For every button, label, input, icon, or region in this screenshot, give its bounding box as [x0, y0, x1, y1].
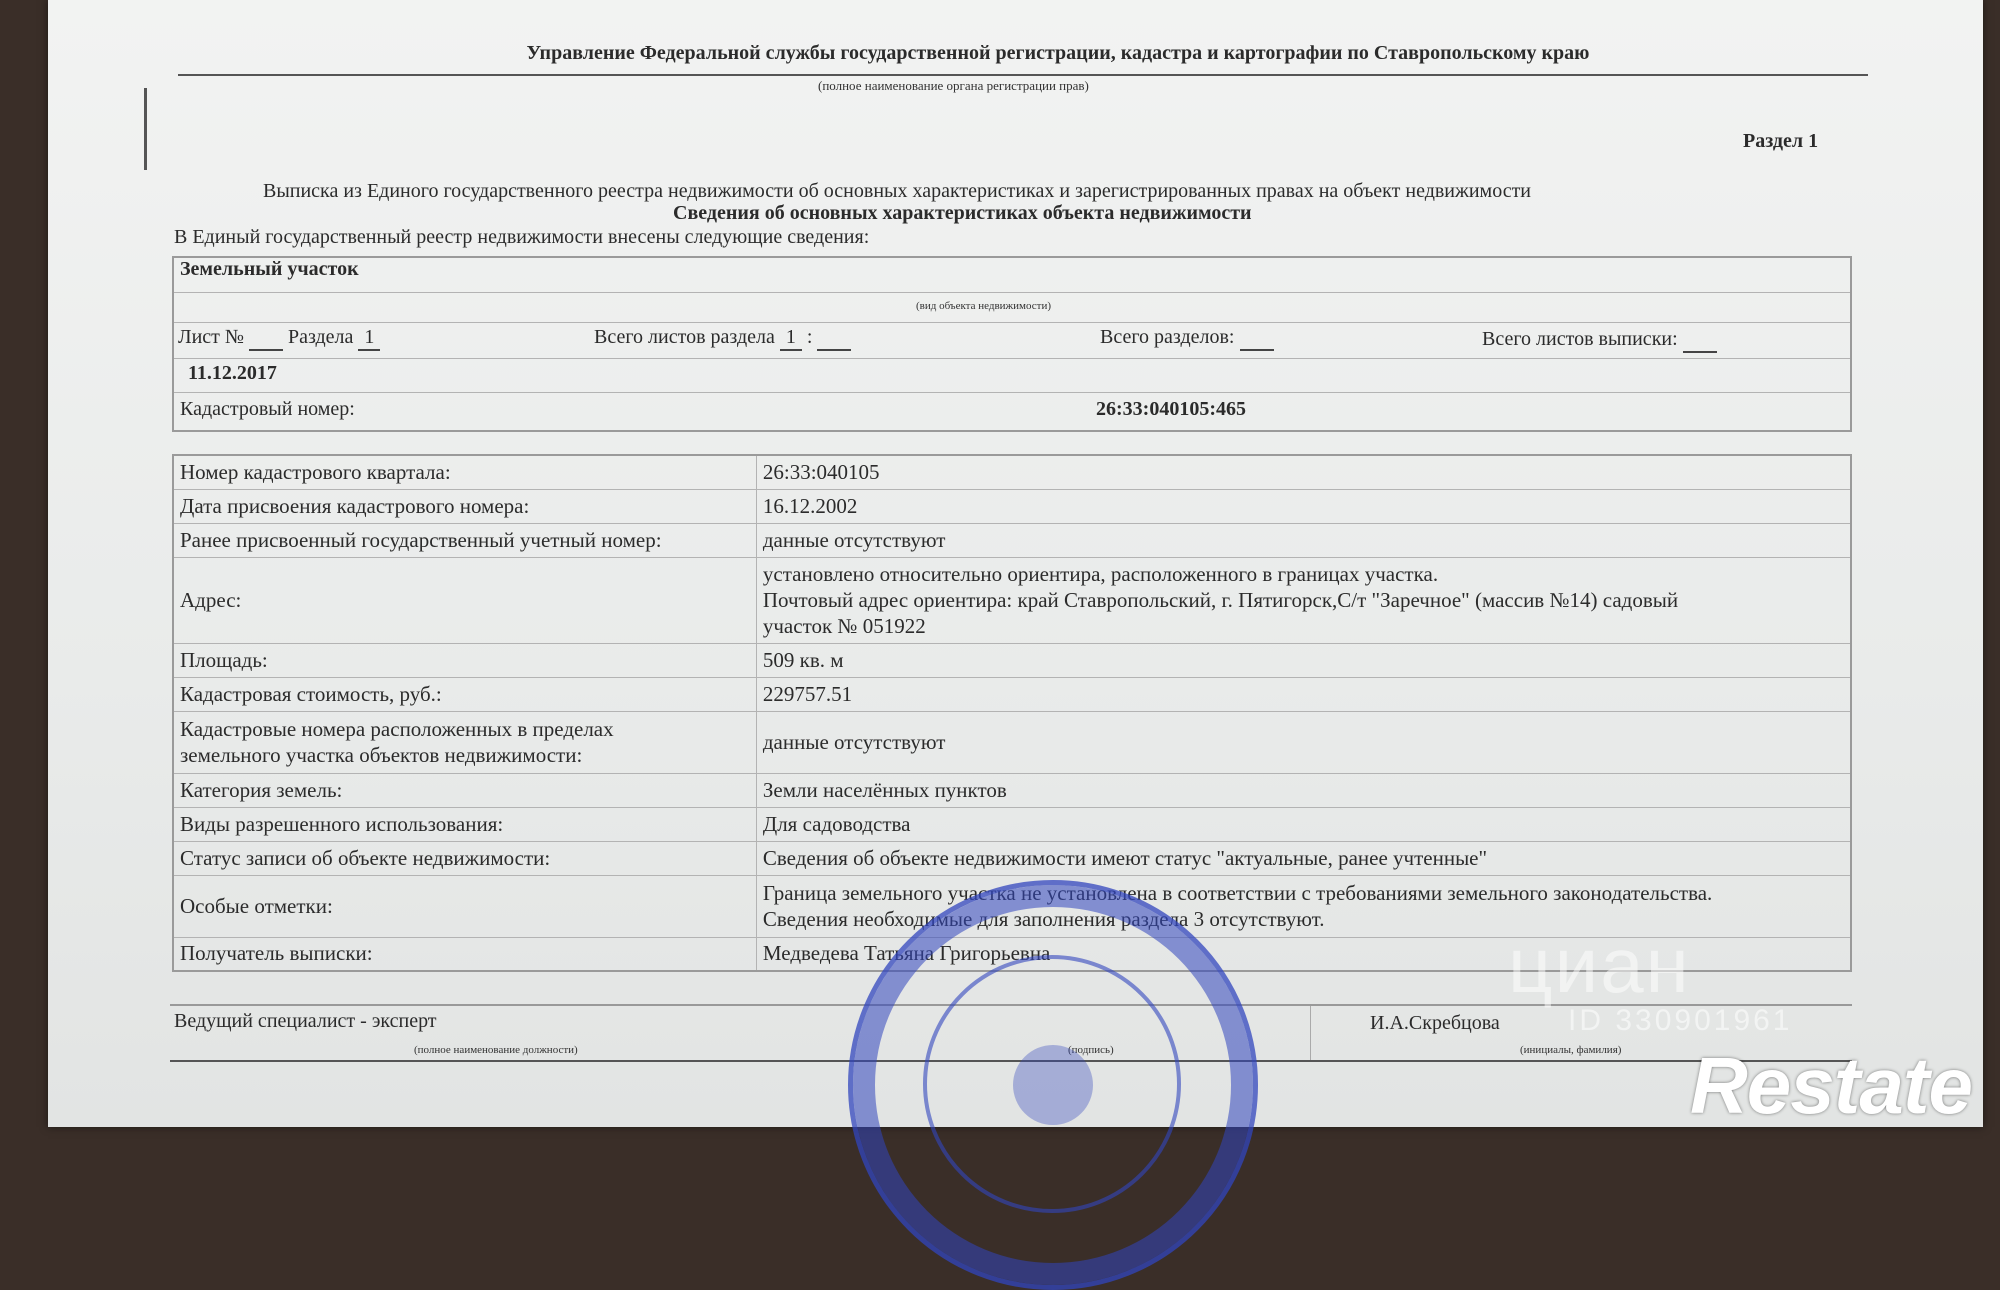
row-label: Номер кадастрового квартала:	[173, 455, 756, 489]
cadastral-number: 26:33:040105:465	[1096, 398, 1246, 420]
name-caption: (инициалы, фамилия)	[1520, 1044, 1622, 1056]
table-row	[173, 677, 1851, 711]
organization-caption: (полное наименование органа регистрации прав)	[818, 78, 1089, 93]
row-value: установлено относительно ориентира, расположенного в границах участка. Почтовый адрес ориентира: край Ставропольский, г. Пятигорск,С/т "Заречное" (массив №14) садовый участок № 051922	[756, 557, 1851, 643]
signature-caption: (подпись)	[1068, 1044, 1114, 1056]
signer-name: И.А.Скребцова	[1370, 1012, 1500, 1034]
row-label: Кадастровые номера расположенных в пределах земельного участка объектов недвижимости:	[173, 711, 756, 773]
row-label: Особые отметки:	[173, 875, 756, 937]
table-row	[173, 557, 1851, 643]
total-sheets-value: 1	[780, 326, 802, 351]
table-row	[173, 711, 1851, 773]
extract-subtitle: Сведения об основных характеристиках объекта недвижимости	[673, 202, 1252, 224]
signer-position: Ведущий специалист - эксперт	[174, 1010, 437, 1032]
row-value: данные отсутствуют	[756, 523, 1851, 557]
document-sheet	[48, 0, 1983, 1127]
cian-id-watermark: ID 330901961	[1568, 1004, 1793, 1037]
row-label: Ранее присвоенный государственный учетный номер:	[173, 523, 756, 557]
row-value: 16.12.2002	[756, 489, 1851, 523]
row-value: 509 кв. м	[756, 643, 1851, 677]
row-label: Получатель выписки:	[173, 937, 756, 971]
object-type: Земельный участок	[180, 258, 359, 280]
table-row	[173, 455, 1851, 489]
table-row	[173, 773, 1851, 807]
row-value: Медведева Татьяна Григорьевна	[756, 937, 1851, 971]
row-label: Категория земель:	[173, 773, 756, 807]
total-sheets: Всего листов раздела 1 :	[594, 326, 851, 351]
row-label: Виды разрешенного использования:	[173, 807, 756, 841]
cian-watermark: циан	[1508, 921, 1691, 1009]
sheet-no-label: Лист №	[178, 326, 244, 348]
binding-mark	[144, 88, 153, 170]
table-row	[173, 523, 1851, 557]
table-row	[173, 841, 1851, 875]
object-header-box	[172, 256, 1852, 432]
row-label: Адрес:	[173, 557, 756, 643]
row-value: Земли населённых пунктов	[756, 773, 1851, 807]
extract-date: 11.12.2017	[188, 362, 277, 384]
cadastral-number-label: Кадастровый номер:	[180, 398, 355, 420]
total-extract-sheets	[1482, 328, 1717, 353]
row-value: Сведения об объекте недвижимости имеют статус "актуальные, ранее учтенные"	[756, 841, 1851, 875]
organization-name: Управление Федеральной службы государственной регистрации, кадастра и картографии по Ставропольскому краю	[526, 42, 1590, 64]
row-value: Для садоводства	[756, 807, 1851, 841]
table-row	[173, 643, 1851, 677]
position-caption: (полное наименование должности)	[414, 1044, 578, 1056]
table-row	[173, 489, 1851, 523]
extract-title: Выписка из Единого государственного реестра недвижимости об основных характеристиках и зарегистрированных правах на объект недвижимости	[263, 180, 1532, 202]
sheet-info	[178, 326, 380, 351]
row-label: Статус записи об объекте недвижимости:	[173, 841, 756, 875]
header-underline	[178, 74, 1868, 76]
section-of-label: Раздела	[287, 326, 354, 348]
section-label: Раздел 1	[1743, 130, 1819, 152]
eagle-emblem-icon	[1013, 1045, 1093, 1125]
intro-text: В Единый государственный реестр недвижимости внесены следующие сведения:	[174, 226, 870, 248]
row-value: Граница земельного участка не установлена в соответствии с требованиями земельного законодательства. Сведения необходимые для заполнения раздела 3 отсутствуют.	[756, 875, 1851, 937]
row-label: Дата присвоения кадастрового номера:	[173, 489, 756, 523]
restate-logo: Restate	[1690, 1041, 1973, 1130]
total-extract-sheets-label: Всего листов выписки:	[1482, 328, 1678, 350]
row-label: Площадь:	[173, 643, 756, 677]
table-row	[173, 807, 1851, 841]
row-value: данные отсутствуют	[756, 711, 1851, 773]
total-sheets-label: Всего листов раздела	[594, 326, 775, 348]
total-sections	[1100, 326, 1274, 351]
row-value: 26:33:040105	[756, 455, 1851, 489]
official-seal-stamp	[848, 880, 1258, 1290]
section-of-value: 1	[358, 326, 380, 351]
total-sections-label: Всего разделов:	[1100, 326, 1235, 348]
row-value: 229757.51	[756, 677, 1851, 711]
row-label: Кадастровая стоимость, руб.:	[173, 677, 756, 711]
object-type-caption: (вид объекта недвижимости)	[916, 300, 1052, 312]
